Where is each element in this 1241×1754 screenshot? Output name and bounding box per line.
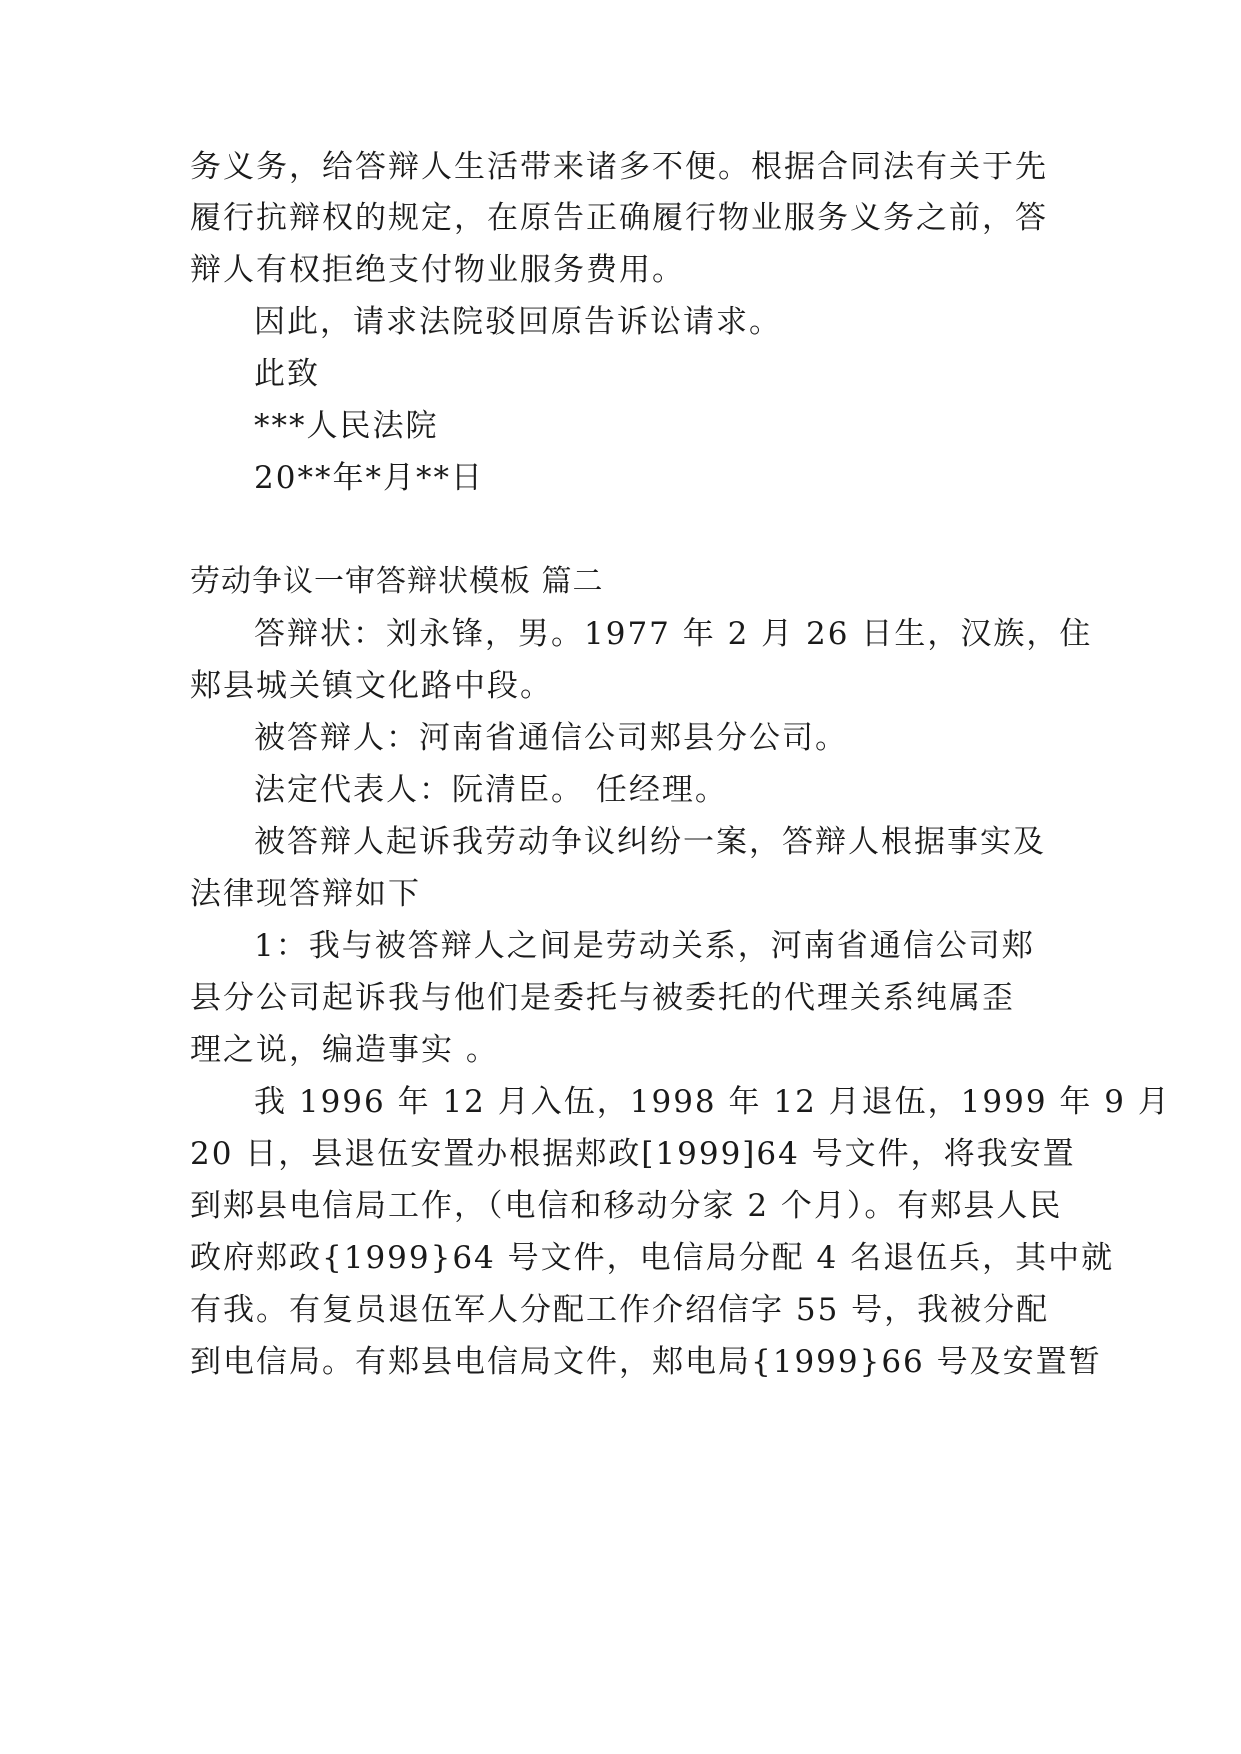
text-line: 1：我与被答辩人之间是劳动关系，河南省通信公司郏	[254, 928, 1035, 964]
text-line: 被答辩人：河南省通信公司郏县分公司。	[254, 720, 848, 756]
text-line: 辩人有权拒绝支付物业服务费用。	[190, 252, 685, 288]
text-line: 20 日，县退伍安置办根据郏政[1999]64 号文件，将我安置	[190, 1136, 1076, 1172]
text-line: 履行抗辩权的规定，在原告正确履行物业服务义务之前，答	[190, 200, 1048, 236]
text-line: 我 1996 年 12 月入伍，1998 年 12 月退伍，1999 年 9 月	[254, 1084, 1171, 1120]
text-line: 20**年*月**日	[254, 460, 484, 496]
text-line: ***人民法院	[254, 408, 439, 444]
text-line: 郏县城关镇文化路中段。	[190, 668, 553, 704]
text-line: 到郏县电信局工作，（电信和移动分家 2 个月）。有郏县人民	[190, 1188, 1063, 1224]
text-line: 务义务，给答辩人生活带来诸多不便。根据合同法有关于先	[190, 149, 1048, 185]
text-line: 答辩状：刘永锋，男。1977 年 2 月 26 日生，汉族，住	[254, 616, 1093, 652]
text-line: 县分公司起诉我与他们是委托与被委托的代理关系纯属歪	[190, 980, 1015, 1016]
text-line: 理之说，编造事实 。	[190, 1032, 499, 1068]
text-line: 法定代表人：阮清臣。 任经理。	[254, 772, 728, 808]
text-line: 到电信局。有郏县电信局文件，郏电局{1999}66 号及安置暂	[190, 1344, 1102, 1380]
text-line: 因此，请求法院驳回原告诉讼请求。	[254, 304, 782, 340]
text-line: 有我。有复员退伍军人分配工作介绍信字 55 号，我被分配	[190, 1292, 1050, 1328]
text-line: 政府郏政{1999}64 号文件，电信局分配 4 名退伍兵，其中就	[190, 1240, 1115, 1276]
section-heading: 劳动争议一审答辩状模板 篇二	[190, 564, 604, 599]
text-line: 被答辩人起诉我劳动争议纠纷一案，答辩人根据事实及	[254, 824, 1046, 860]
text-line: 法律现答辩如下	[190, 876, 421, 912]
text-line: 此致	[254, 356, 320, 392]
